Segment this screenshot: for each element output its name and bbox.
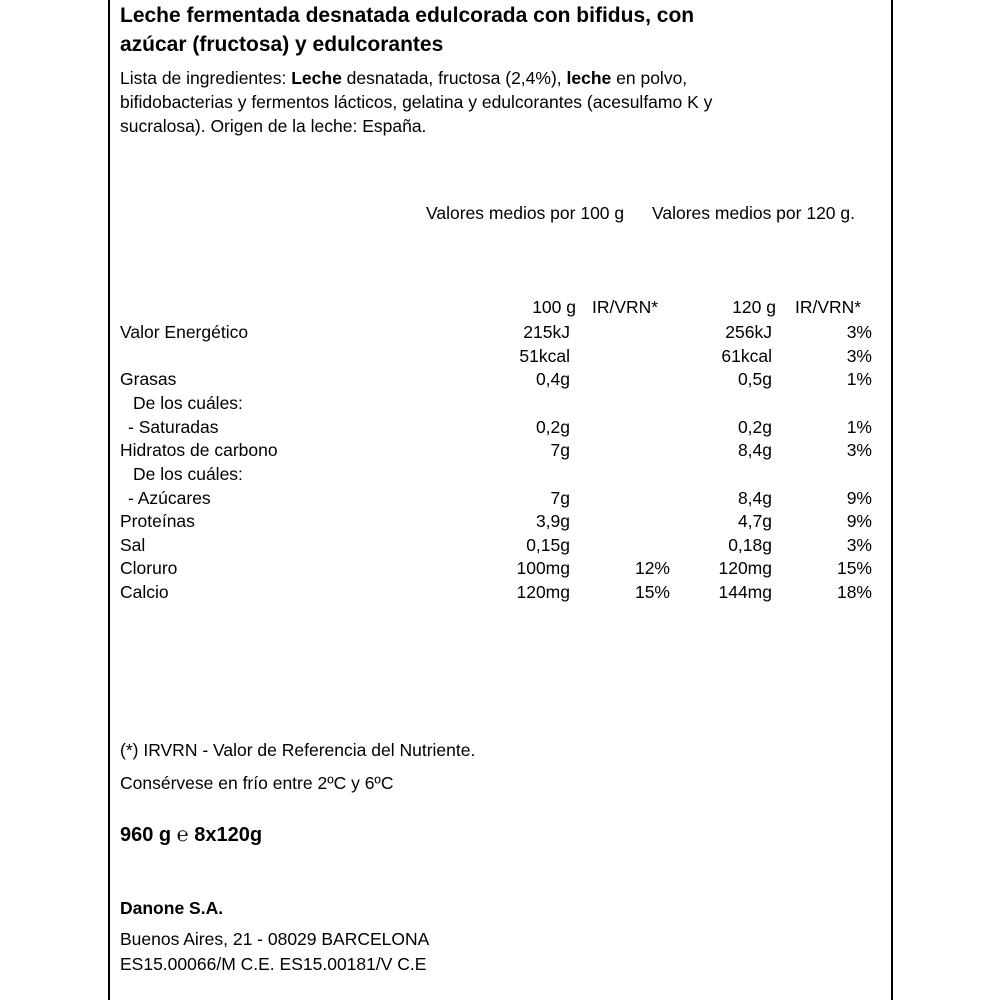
footnote: (*) IRVRN - Valor de Referencia del Nutriente. bbox=[120, 740, 476, 760]
value-100g: 0,15g bbox=[526, 535, 570, 555]
ir-120g: 15% bbox=[836, 558, 872, 578]
ingredients-part2: en polvo, bbox=[611, 68, 688, 88]
ingredients-line3: sucralosa). Origen de la leche: España. bbox=[120, 116, 427, 136]
value-120g: 256kJ bbox=[725, 322, 772, 342]
value-100g: 51kcal bbox=[519, 346, 570, 366]
storage-instructions: Consérvese en frío entre 2ºC y 6ºC bbox=[120, 773, 394, 793]
value-100g: 3,9g bbox=[535, 511, 570, 531]
col-header-120g: 120 g bbox=[732, 297, 776, 317]
company-address: Buenos Aires, 21 - 08029 BARCELONA bbox=[120, 929, 430, 949]
nutrient-label: - Saturadas bbox=[128, 417, 219, 437]
ir-120g: 3% bbox=[846, 322, 872, 342]
nutrient-label: Proteínas bbox=[120, 511, 195, 531]
allergen-leche-2: leche bbox=[566, 68, 612, 88]
value-100g: 100mg bbox=[516, 558, 570, 578]
value-120g: 8,4g bbox=[737, 440, 772, 460]
nutrient-label: De los cuáles: bbox=[133, 393, 243, 413]
ir-120g: 9% bbox=[846, 488, 872, 508]
nutrient-label: - Azúcares bbox=[128, 488, 211, 508]
nutrient-label: Valor Energético bbox=[120, 322, 249, 342]
value-100g: 120mg bbox=[516, 582, 570, 602]
value-100g: 7g bbox=[550, 440, 570, 460]
company-name: Danone S.A. bbox=[120, 898, 224, 918]
value-120g: 144mg bbox=[718, 582, 772, 602]
value-120g: 8,4g bbox=[737, 488, 772, 508]
value-100g: 0,4g bbox=[535, 369, 570, 389]
ingredients-line2: bifidobacterias y fermentos lácticos, gelatina y edulcorantes (acesulfamo K y bbox=[120, 92, 713, 112]
value-120g: 0,2g bbox=[737, 417, 772, 437]
value-120g: 0,5g bbox=[737, 369, 772, 389]
weight-total: 960 g bbox=[120, 824, 172, 846]
nutrient-label: De los cuáles: bbox=[133, 464, 243, 484]
ingredients-label: Lista de ingredientes: bbox=[120, 68, 292, 88]
weight-units: 8x120g bbox=[194, 824, 263, 846]
ir-120g: 3% bbox=[846, 440, 872, 460]
nutrient-label: Hidratos de carbono bbox=[120, 440, 278, 460]
product-title-line2: azúcar (fructosa) y edulcorantes bbox=[120, 33, 444, 56]
nutrient-label: Calcio bbox=[120, 582, 169, 602]
nutrient-label: Grasas bbox=[120, 369, 177, 389]
value-120g: 0,18g bbox=[728, 535, 772, 555]
allergen-leche: Leche bbox=[291, 68, 342, 88]
value-120g: 4,7g bbox=[737, 511, 772, 531]
net-weight bbox=[120, 824, 262, 847]
col-header-100g: 100 g bbox=[532, 297, 576, 317]
ir-120g: 18% bbox=[836, 582, 872, 602]
col-header-ir2: IR/VRN* bbox=[795, 297, 862, 317]
ir-120g: 3% bbox=[846, 535, 872, 555]
ingredients-part1: desnatada, fructosa (2,4%), bbox=[341, 68, 567, 88]
nutrient-label: Cloruro bbox=[120, 558, 178, 578]
ingredients-line1 bbox=[120, 68, 687, 89]
ir-120g: 9% bbox=[846, 511, 872, 531]
values-header-100g: Valores medios por 100 g bbox=[426, 203, 625, 223]
ir-100g: 12% bbox=[634, 558, 670, 578]
value-120g: 61kcal bbox=[721, 346, 772, 366]
product-title-line1: Leche fermentada desnatada edulcorada con bifidus, con bbox=[120, 4, 695, 27]
value-100g: 0,2g bbox=[535, 417, 570, 437]
ir-120g: 3% bbox=[846, 346, 872, 366]
value-120g: 120mg bbox=[718, 558, 772, 578]
estimated-sign-icon: ℮ bbox=[176, 824, 189, 846]
value-100g: 215kJ bbox=[523, 322, 570, 342]
company-registry: ES15.00066/M C.E. ES15.00181/V C.E bbox=[120, 954, 427, 974]
col-header-ir1: IR/VRN* bbox=[592, 297, 659, 317]
ir-120g: 1% bbox=[846, 369, 872, 389]
ir-120g: 1% bbox=[846, 417, 872, 437]
values-header-120g: Valores medios por 120 g. bbox=[652, 203, 855, 223]
ir-100g: 15% bbox=[634, 582, 670, 602]
value-100g: 7g bbox=[550, 488, 570, 508]
nutrient-label: Sal bbox=[120, 535, 146, 555]
